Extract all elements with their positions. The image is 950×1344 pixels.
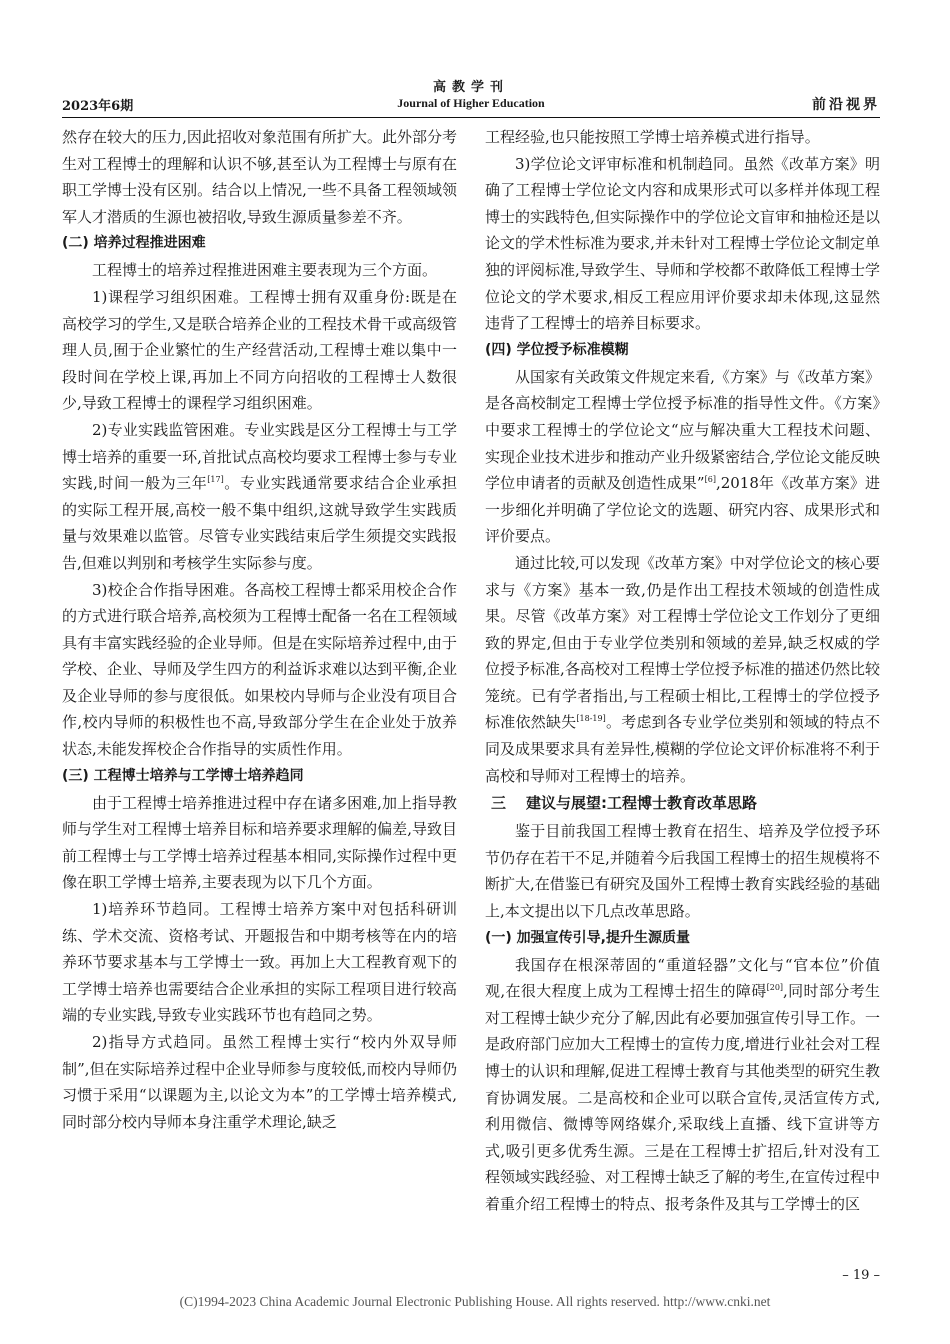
paragraph: 3)学位论文评审标准和机制趋同。虽然《改革方案》明确了工程博士学位论文内容和成果形式可以多样并体现工程博士的实践特色,但实际操作中的学位论文盲审和抽检还是以论文的学术性标准为要求,并未针对工程博士学位论文制定单独的评阅标准,导致学生、导师和学校都不敢降低工程博士学位论文的学术要求,相反工程应用评价要求却未体现,这显然违背了工程博士的培养目标要求。 <box>485 154 880 333</box>
journal-title-cn: 高教学刊 <box>432 80 509 95</box>
text-run: 从国家有关政策文件规定来看,《方案》与《改革方案》是各高校制定工程博士学位授予标准的指导性文件。《方案》中要求工程博士的学位论文“应与解决重大工程技术问题、实现企业技术进步和推动产业升级紧密结合,学位论文能反映学位申请者的贡献及创造性成果” <box>485 367 880 493</box>
paragraph: 1)培养环节趋同。工程博士培养方案中对包括科研训练、学术交流、资格考试、开题报告和中期考核等在内的培养环节要求基本与工学博士一致。再加上大工程教育观下的工学博士培养也需要结合企业承担的实际工程项目进行较高端的专业实践,导致专业实践环节也有趋同之势。 <box>62 900 457 1025</box>
paragraph <box>485 364 880 550</box>
copyright-footer: (C)1994-2023 China Academic Journal Electronic Publishing House. All rights reserved. http://www.cnki.net <box>179 1294 771 1309</box>
issue-label: 2023年6期 <box>62 99 134 114</box>
subsection-heading: (三) 工程博士培养与工学博士培养趋同 <box>62 767 304 784</box>
citation-ref: [18-19] <box>576 714 606 724</box>
paragraph: 工程博士的培养过程推进困难主要表现为三个方面。 <box>92 261 438 280</box>
page-number: – 19 – <box>842 1268 880 1283</box>
paragraph: 然存在较大的压力,因此招收对象范围有所扩大。此外部分考生对工程博士的理解和认识不够,甚至认为工程博士与原有在职工学博士没有区别。结合以上情况,一些不具备工程领域领军人才潜质的生源也被招收,导致生源质量参差不齐。 <box>62 128 457 226</box>
journal-title-en: Journal of Higher Education <box>397 96 545 110</box>
text-run: 我国存在根深蒂固的“重道轻器”文化与“官本位”价值观,在很大程度上成为工程博士招生的障碍 <box>485 955 880 1001</box>
subsection-heading: (一) 加强宣传引导,提升生源质量 <box>485 929 690 946</box>
text-run: 2)专业实践监管困难。专业实践是区分工程博士与工学博士培养的重要一环,首批试点高校均要求工程博士参与专业实践,时间一般为三年 <box>62 420 457 493</box>
section-label: 前沿视界 <box>812 97 880 113</box>
text-run: 通过比较,可以发现《改革方案》中对学位论文的核心要求与《方案》基本一致,仍是作出工程技术领域的创造性成果。尽管《改革方案》对工程博士学位论文工作划分了更细致的界定,但由于专业学位类别和领域的差异,缺乏权威的学位授予标准,各高校对工程博士学位授予标准的描述仍然比较笼统。已有学者指出,与工程硕士相比,工程博士的学位授予标准依然缺失 <box>485 553 880 732</box>
text-run: 。专业实践通常要求结合企业承担的实际工程开展,高校一般不集中组织,这就导致学生实践质量与效果难以监管。尽管专业实践结束后学生须提交实践报告,但难以判别和考核学生实际参与度。 <box>62 474 457 572</box>
section-number: 三 <box>491 794 507 813</box>
paragraph: 2)指导方式趋同。虽然工程博士实行“校内外双导师制”,但在实际培养过程中企业导师参与度较低,而校内导师仍习惯于采用“以课题为主,以论文为本”的工学博士培养模式,同时部分校内导师本身注重学术理论,缺乏 <box>62 1033 457 1131</box>
paragraph: 3)校企合作指导困难。各高校工程博士都采用校企合作的方式进行联合培养,高校须为工程博士配备一名在工程领域具有丰富实践经验的企业导师。但是在实际培养过程中,由于学校、企业、导师及学生四方的利益诉求难以达到平衡,企业及企业导师的参与度很低。如果校内导师与企业没有项目合作,校内导师的积极性也不高,导致部分学生在企业处于放养状态,未能发挥校企合作指导的实质性作用。 <box>62 580 457 759</box>
right-column <box>485 124 880 1218</box>
text-run: ,同时部分考生对工程博士缺少充分了解,因此有必要加强宣传引导工作。一是政府部门应加大工程博士的宣传力度,增进行业社会对工程博士的认识和理解,促进工程博士教育与其他类型的研究生教育协调发展。二是高校和企业可以联合宣传,灵活宣传方式,利用微信、微博等网络媒介,采取线上直播、线下宣讲等方式,吸引更多优秀生源。三是在工程博士扩招后,针对没有工程领域实践经验、对工程博士缺乏了解的考生,在宣传过程中着重介绍工程博士的特点、报考条件及其与工学博士的区 <box>485 982 880 1213</box>
paragraph: 由于工程博士培养推进过程中存在诸多困难,加上指导教师与学生对工程博士培养目标和培养要求理解的偏差,导致目前工程博士与工学博士培养过程基本相同,实际操作过程中更像在职工学博士培养,主要表现为以下几个方面。 <box>62 793 457 892</box>
header-rule <box>62 117 880 118</box>
subsection-heading: (二) 培养过程推进困难 <box>62 235 206 252</box>
paragraph <box>485 952 880 1218</box>
paragraph: 工程经验,也只能按照工学博士培养模式进行指导。 <box>485 128 820 146</box>
paragraph: 鉴于目前我国工程博士教育在招生、培养及学位授予环节仍存在若干不足,并随着今后我国工程博士的招生规模将不断扩大,在借鉴已有研究及国外工程博士教育实践经验的基础上,本文提出以下几点改革思路。 <box>485 822 880 921</box>
citation-ref: [6] <box>704 475 716 485</box>
paragraph <box>62 417 457 577</box>
paragraph <box>485 550 880 789</box>
paragraph: 1)课程学习组织困难。工程博士拥有双重身份:既是在高校学习的学生,又是联合培养企业的工程技术骨干或高级管理人员,囿于企业繁忙的生产经营活动,工程博士难以集中一段时间在学校上课,再加上不同方向招收的工程博士人数很少,导致工程博士的课程学习组织困难。 <box>62 287 457 413</box>
citation-ref: [20] <box>766 983 784 993</box>
section-title: 建议与展望:工程博士教育改革思路 <box>526 794 758 813</box>
subsection-heading: (四) 学位授予标准模糊 <box>485 341 629 358</box>
left-column <box>62 124 457 1135</box>
text-run: 。考虑到各专业学位类别和领域的特点不同及成果要求具有差异性,模糊的学位论文评价标准将不利于高校和导师对工程博士的培养。 <box>485 713 880 785</box>
citation-ref: [17] <box>207 475 224 485</box>
section-heading <box>485 790 880 817</box>
page-header <box>62 68 880 118</box>
text-run: ,2018年《改革方案》进一步细化并明确了学位论文的选题、研究内容、成果形式和评价要点。 <box>485 474 880 546</box>
